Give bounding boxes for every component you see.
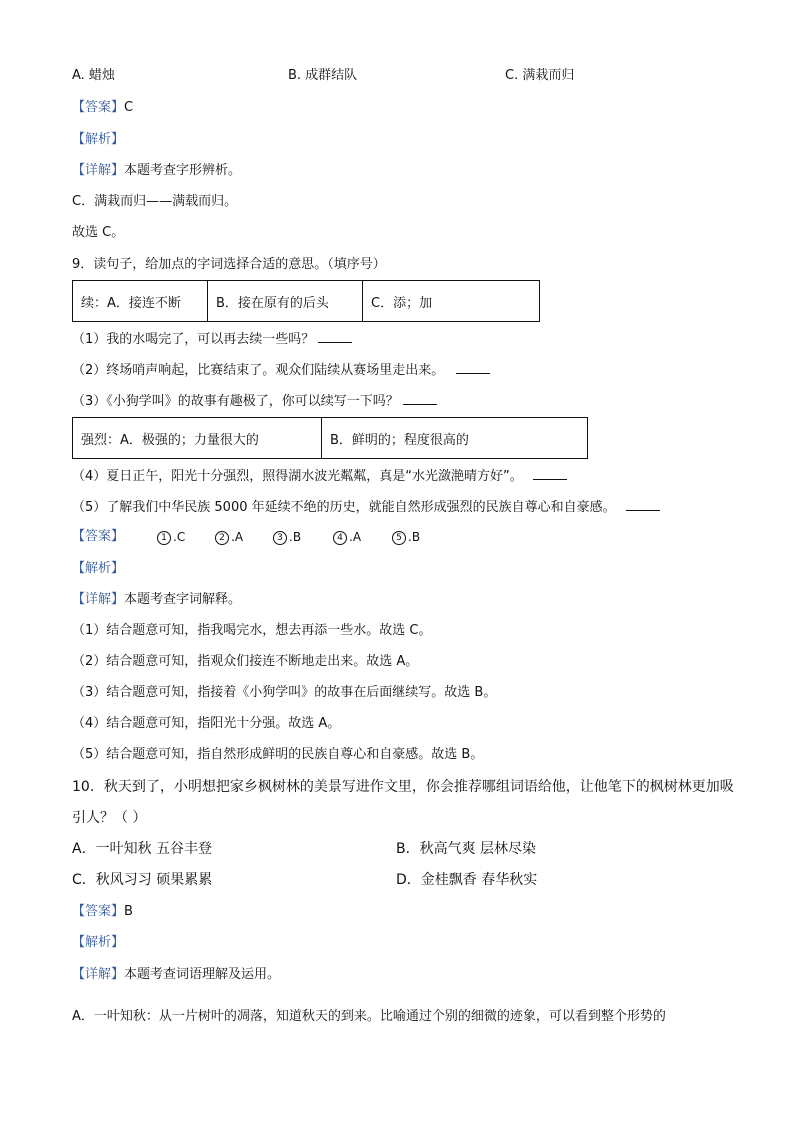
q9-answer-5 — [392, 528, 420, 546]
q10-explain-a: A．一叶知秋：从一片树叶的凋落，知道秋天的到来。比喻通过个别的细微的迹象，可以看到整个形势的 — [72, 1009, 666, 1024]
table-cell: C．添；加 — [363, 281, 540, 322]
q9-answer-2 — [215, 528, 243, 546]
detail-text: 本题考查字形辨析。 — [124, 163, 242, 178]
answer-blank[interactable] — [403, 392, 437, 405]
q9-sentence-4 — [72, 467, 567, 486]
q10-option-c: C．秋风习习 硕果累累 — [72, 872, 213, 888]
table-cell: 续：A．接连不断 — [73, 281, 208, 322]
table-cell: B．接在原有的后头 — [208, 281, 363, 322]
q10-analysis-tag: 【解析】 — [72, 935, 125, 950]
q9-answer-3 — [273, 528, 301, 546]
q9-detail — [72, 591, 241, 609]
sentence-text: （2）终场哨声响起，比赛结束了。观众们陆续从赛场里走出来。 — [72, 363, 445, 378]
q10-option-d: D．金桂飘香 春华秋实 — [396, 872, 538, 888]
sentence-text: （3）《小狗学叫》的故事有趣极了，你可以续写一下吗？ — [72, 394, 399, 409]
q8-option-b: B. 成群结队 — [288, 68, 358, 83]
circled-number: 3 — [273, 531, 287, 545]
table-cell: B．鲜明的；程度很高的 — [322, 418, 588, 459]
detail-text: 本题考查词语理解及运用。 — [124, 967, 281, 982]
table-cell: 强烈：A．极强的；力量很大的 — [73, 418, 322, 459]
q9-definition-table-1 — [72, 280, 540, 322]
circled-number: 1 — [157, 531, 171, 545]
q9-stem: 9．读句子，给加点的字词选择合适的意思。（填序号） — [72, 257, 386, 272]
circled-number: 2 — [215, 531, 229, 545]
sentence-text: （1）我的水喝完了，可以再去续一些吗？ — [72, 332, 315, 347]
q10-option-a: A．一叶知秋 五谷丰登 — [72, 841, 213, 857]
circled-number: 5 — [392, 531, 406, 545]
q8-explain-line: C．满栽而归——满载而归。 — [72, 194, 238, 209]
answer-value: .A — [231, 530, 244, 544]
answer-blank[interactable] — [533, 467, 567, 480]
answer-value: .C — [173, 530, 186, 544]
q9-answer-tag: 【答案】 — [72, 529, 125, 544]
q9-sentence-5 — [72, 498, 660, 517]
detail-text: 本题考查字词解释。 — [124, 592, 242, 607]
q9-analysis-tag: 【解析】 — [72, 561, 125, 576]
q10-stem-line-2: 引人？（ ） — [72, 810, 147, 826]
detail-tag: 【详解】 — [72, 163, 125, 178]
q9-explain-2: （2）结合题意可知，指观众们接连不断地走出来。故选 A。 — [72, 654, 419, 669]
answer-tag: 【答案】 — [72, 904, 125, 919]
answer-blank[interactable] — [456, 361, 490, 374]
q9-sentence-2 — [72, 361, 490, 380]
detail-tag: 【详解】 — [72, 967, 125, 982]
sentence-text: （5）了解我们中华民族 5000 年延续不绝的历史，就能自然形成强烈的民族自尊心和自豪感。 — [72, 500, 616, 515]
q8-analysis-tag: 【解析】 — [72, 132, 125, 147]
q9-answer-1 — [157, 528, 185, 546]
answer-value: .A — [349, 530, 362, 544]
q10-detail — [72, 966, 280, 984]
q9-explain-3: （3）结合题意可知，指接着《小狗学叫》的故事在后面继续写。故选 B。 — [72, 685, 497, 700]
q8-option-a: A. 蜡烛 — [72, 68, 115, 83]
q9-answer-4 — [333, 528, 361, 546]
q9-sentence-1 — [72, 330, 352, 349]
q8-conclusion: 故选 C。 — [72, 225, 125, 240]
q9-explain-5: （5）结合题意可知，指自然形成鲜明的民族自尊心和自豪感。故选 B。 — [72, 747, 484, 762]
q8-option-c: C. 满栽而归 — [505, 68, 575, 83]
answer-value: .B — [408, 530, 421, 544]
answer-value: .B — [289, 530, 302, 544]
q8-detail — [72, 162, 241, 180]
detail-tag: 【详解】 — [72, 592, 125, 607]
sentence-text: （4）夏日正午，阳光十分强烈，照得湖水波光粼粼，真是“水光潋滟晴方好”。 — [72, 469, 523, 484]
q8-answer — [72, 99, 133, 117]
q9-sentence-3 — [72, 392, 437, 411]
answer-value: B — [124, 904, 133, 919]
q9-explain-1: （1）结合题意可知，指我喝完水，想去再添一些水。故选 C。 — [72, 623, 432, 638]
answer-blank[interactable] — [318, 330, 352, 343]
q9-definition-table-2 — [72, 417, 588, 459]
q10-option-b: B．秋高气爽 层林尽染 — [396, 841, 537, 857]
answer-blank[interactable] — [626, 498, 660, 511]
q9-explain-4: （4）结合题意可知，指阳光十分强。故选 A。 — [72, 716, 341, 731]
answer-value: C — [124, 100, 134, 115]
circled-number: 4 — [333, 531, 347, 545]
q10-stem-line-1: 10．秋天到了，小明想把家乡枫树林的美景写进作文里，你会推荐哪组词语给他，让他笔下的枫树林更加吸 — [72, 779, 734, 795]
q10-answer — [72, 903, 133, 921]
answer-tag: 【答案】 — [72, 100, 125, 115]
